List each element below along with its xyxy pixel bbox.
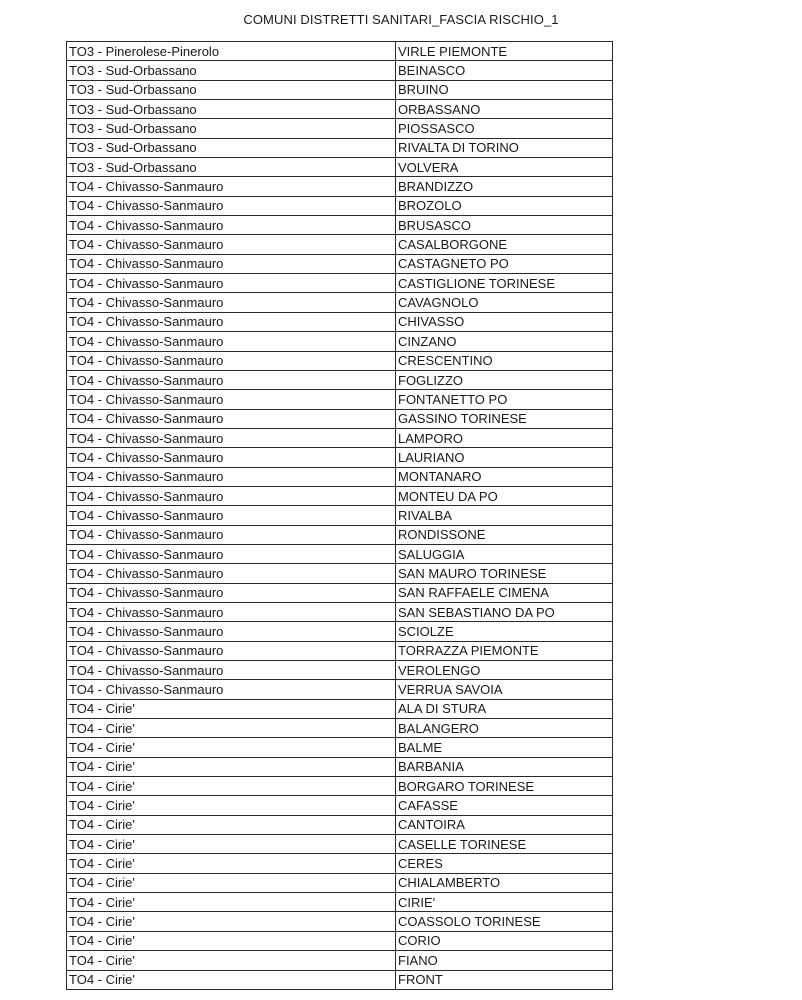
district-cell: TO4 - Cirie' [67, 854, 396, 873]
district-cell: TO4 - Chivasso-Sanmauro [67, 544, 396, 563]
table-row [67, 835, 613, 854]
district-cell: TO4 - Chivasso-Sanmauro [67, 680, 396, 699]
table-row [67, 854, 613, 873]
comune-cell: SAN RAFFAELE CIMENA [396, 583, 613, 602]
district-cell: TO4 - Chivasso-Sanmauro [67, 312, 396, 331]
district-cell: TO4 - Chivasso-Sanmauro [67, 641, 396, 660]
comune-cell: CRESCENTINO [396, 351, 613, 370]
district-cell: TO3 - Sud-Orbassano [67, 100, 396, 119]
district-cell: TO4 - Chivasso-Sanmauro [67, 351, 396, 370]
comune-cell: FOGLIZZO [396, 370, 613, 389]
district-cell: TO4 - Cirie' [67, 738, 396, 757]
table-row [67, 332, 613, 351]
district-cell: TO4 - Chivasso-Sanmauro [67, 525, 396, 544]
comune-cell: FRONT [396, 970, 613, 989]
table-row [67, 196, 613, 215]
table-row [67, 661, 613, 680]
district-cell: TO4 - Chivasso-Sanmauro [67, 622, 396, 641]
district-cell: TO3 - Sud-Orbassano [67, 80, 396, 99]
table-row [67, 119, 613, 138]
district-cell: TO4 - Chivasso-Sanmauro [67, 293, 396, 312]
table-row [67, 390, 613, 409]
table-row [67, 216, 613, 235]
comune-cell: CORIO [396, 931, 613, 950]
comune-cell: CINZANO [396, 332, 613, 351]
comune-cell: RONDISSONE [396, 525, 613, 544]
table-row [67, 61, 613, 80]
table-row [67, 680, 613, 699]
table-row [67, 274, 613, 293]
district-cell: TO4 - Cirie' [67, 873, 396, 892]
district-cell: TO4 - Cirie' [67, 796, 396, 815]
document-title: COMUNI DISTRETTI SANITARI_FASCIA RISCHIO_1 [243, 12, 559, 27]
table-row [67, 602, 613, 621]
comune-cell: CAVAGNOLO [396, 293, 613, 312]
district-cell: TO4 - Chivasso-Sanmauro [67, 216, 396, 235]
comune-cell: MONTANARO [396, 467, 613, 486]
table-row [67, 738, 613, 757]
district-table-body [67, 42, 613, 990]
comune-cell: TORRAZZA PIEMONTE [396, 641, 613, 660]
table-row [67, 796, 613, 815]
table-row [67, 80, 613, 99]
table-row [67, 641, 613, 660]
table-row [67, 370, 613, 389]
district-cell: TO4 - Chivasso-Sanmauro [67, 370, 396, 389]
comune-cell: BROZOLO [396, 196, 613, 215]
table-row [67, 42, 613, 61]
table-row [67, 158, 613, 177]
district-cell: TO4 - Chivasso-Sanmauro [67, 332, 396, 351]
table-row [67, 970, 613, 989]
comune-cell: CERES [396, 854, 613, 873]
comune-cell: VOLVERA [396, 158, 613, 177]
comune-cell: CASTAGNETO PO [396, 254, 613, 273]
comune-cell: BRANDIZZO [396, 177, 613, 196]
district-cell: TO4 - Chivasso-Sanmauro [67, 235, 396, 254]
district-cell: TO4 - Chivasso-Sanmauro [67, 564, 396, 583]
comune-cell: GASSINO TORINESE [396, 409, 613, 428]
table-row [67, 815, 613, 834]
table-row [67, 931, 613, 950]
comune-cell: RIVALTA DI TORINO [396, 138, 613, 157]
district-cell: TO4 - Cirie' [67, 893, 396, 912]
table-row [67, 506, 613, 525]
district-cell: TO4 - Chivasso-Sanmauro [67, 196, 396, 215]
district-cell: TO3 - Sud-Orbassano [67, 61, 396, 80]
table-row [67, 699, 613, 718]
table-row [67, 100, 613, 119]
table-row [67, 583, 613, 602]
table-row [67, 525, 613, 544]
district-cell: TO4 - Cirie' [67, 931, 396, 950]
comune-cell: VEROLENGO [396, 661, 613, 680]
district-cell: TO4 - Chivasso-Sanmauro [67, 390, 396, 409]
comune-cell: VERRUA SAVOIA [396, 680, 613, 699]
comune-cell: CHIALAMBERTO [396, 873, 613, 892]
comune-cell: COASSOLO TORINESE [396, 912, 613, 931]
comune-cell: FONTANETTO PO [396, 390, 613, 409]
comune-cell: CANTOIRA [396, 815, 613, 834]
comune-cell: LAURIANO [396, 448, 613, 467]
comune-cell: BARBANIA [396, 757, 613, 776]
comune-cell: RIVALBA [396, 506, 613, 525]
table-row [67, 428, 613, 447]
district-cell: TO3 - Pinerolese-Pinerolo [67, 42, 396, 61]
table-row [67, 777, 613, 796]
district-cell: TO4 - Cirie' [67, 912, 396, 931]
table-row [67, 544, 613, 563]
district-cell: TO4 - Cirie' [67, 951, 396, 970]
table-row [67, 448, 613, 467]
comune-cell: FIANO [396, 951, 613, 970]
comune-cell: BRUSASCO [396, 216, 613, 235]
district-cell: TO4 - Cirie' [67, 699, 396, 718]
comune-cell: SCIOLZE [396, 622, 613, 641]
table-row [67, 235, 613, 254]
comune-cell: BEINASCO [396, 61, 613, 80]
district-cell: TO3 - Sud-Orbassano [67, 158, 396, 177]
district-cell: TO4 - Chivasso-Sanmauro [67, 486, 396, 505]
district-cell: TO4 - Cirie' [67, 757, 396, 776]
comune-cell: ORBASSANO [396, 100, 613, 119]
comune-cell: SAN SEBASTIANO DA PO [396, 602, 613, 621]
table-row [67, 138, 613, 157]
district-cell: TO4 - Chivasso-Sanmauro [67, 274, 396, 293]
table-row [67, 719, 613, 738]
table-row [67, 757, 613, 776]
table-row [67, 912, 613, 931]
table-row [67, 177, 613, 196]
comune-cell: LAMPORO [396, 428, 613, 447]
comune-cell: VIRLE PIEMONTE [396, 42, 613, 61]
district-cell: TO4 - Cirie' [67, 777, 396, 796]
district-cell: TO4 - Cirie' [67, 970, 396, 989]
comune-cell: CASALBORGONE [396, 235, 613, 254]
district-cell: TO4 - Cirie' [67, 835, 396, 854]
district-cell: TO4 - Cirie' [67, 719, 396, 738]
table-row [67, 893, 613, 912]
comune-cell: PIOSSASCO [396, 119, 613, 138]
comune-cell: BRUINO [396, 80, 613, 99]
district-cell: TO4 - Chivasso-Sanmauro [67, 448, 396, 467]
table-row [67, 873, 613, 892]
district-cell: TO3 - Sud-Orbassano [67, 138, 396, 157]
comune-cell: CASELLE TORINESE [396, 835, 613, 854]
district-cell: TO4 - Chivasso-Sanmauro [67, 661, 396, 680]
district-cell: TO4 - Chivasso-Sanmauro [67, 177, 396, 196]
district-cell: TO4 - Chivasso-Sanmauro [67, 254, 396, 273]
district-cell: TO4 - Chivasso-Sanmauro [67, 428, 396, 447]
district-cell: TO4 - Chivasso-Sanmauro [67, 583, 396, 602]
comune-cell: BORGARO TORINESE [396, 777, 613, 796]
comune-cell: ALA DI STURA [396, 699, 613, 718]
comune-cell: BALME [396, 738, 613, 757]
district-cell: TO4 - Chivasso-Sanmauro [67, 506, 396, 525]
table-row [67, 467, 613, 486]
table-row [67, 293, 613, 312]
comune-cell: CHIVASSO [396, 312, 613, 331]
comune-cell: BALANGERO [396, 719, 613, 738]
comune-cell: SAN MAURO TORINESE [396, 564, 613, 583]
table-row [67, 351, 613, 370]
comune-cell: CIRIE' [396, 893, 613, 912]
district-cell: TO4 - Chivasso-Sanmauro [67, 409, 396, 428]
comune-cell: CAFASSE [396, 796, 613, 815]
comune-cell: SALUGGIA [396, 544, 613, 563]
table-row [67, 486, 613, 505]
comune-cell: MONTEU DA PO [396, 486, 613, 505]
table-row [67, 312, 613, 331]
district-cell: TO4 - Chivasso-Sanmauro [67, 602, 396, 621]
comune-cell: CASTIGLIONE TORINESE [396, 274, 613, 293]
table-row [67, 622, 613, 641]
district-cell: TO3 - Sud-Orbassano [67, 119, 396, 138]
district-cell: TO4 - Chivasso-Sanmauro [67, 467, 396, 486]
table-row [67, 564, 613, 583]
district-table [66, 41, 613, 990]
table-row [67, 409, 613, 428]
table-row [67, 254, 613, 273]
table-row [67, 951, 613, 970]
district-cell: TO4 - Cirie' [67, 815, 396, 834]
